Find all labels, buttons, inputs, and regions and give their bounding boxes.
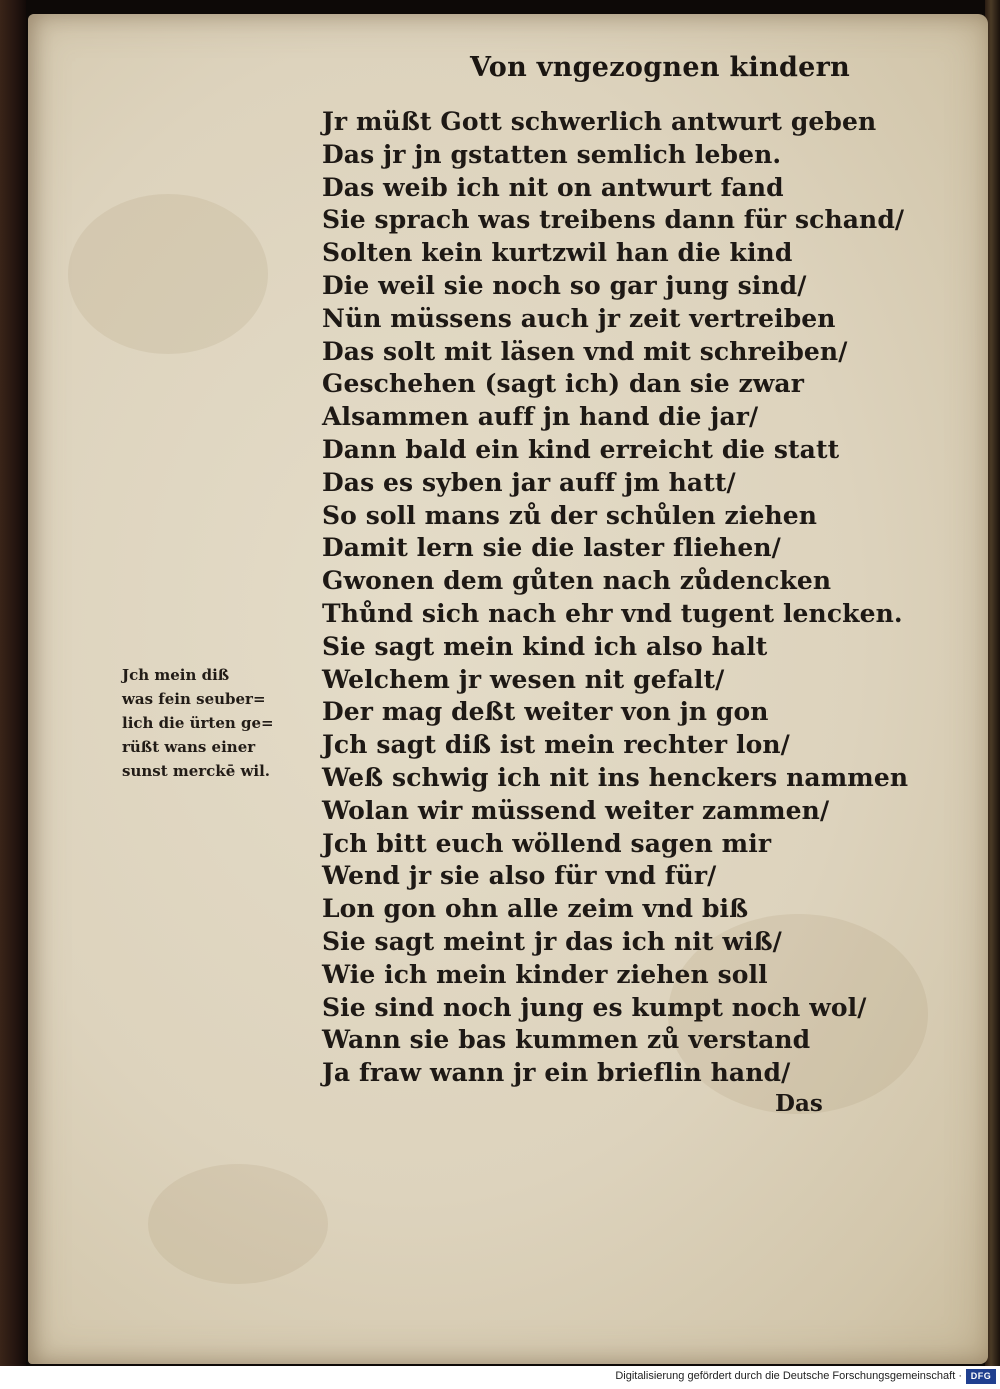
marginal-note-line: lich die ürten ge= (122, 714, 274, 732)
verse-line: Dann bald ein kind erreicht die statt (322, 434, 840, 464)
funding-credit: Digitalisierung gefördert durch die Deutsche Forschungsgemeinschaft · (615, 1370, 962, 1382)
marginal-note-line: sunst merckē wil. (122, 762, 270, 780)
verse-line: So soll mans zů der schůlen ziehen (322, 500, 818, 530)
marginal-note-line: was fein seuber= (122, 690, 266, 708)
verse-line: Alsammen auff jn hand die jar/ (322, 402, 759, 432)
verse-line: Sie sagt meint jr das ich nit wiß/ (322, 926, 782, 956)
marginal-note-line: Jch mein diß (122, 666, 230, 684)
paper-stain (148, 1164, 328, 1284)
catchword: Das (775, 1090, 823, 1117)
verse-line: Solten kein kurtzwil han die kind (322, 238, 793, 268)
marginal-note (122, 663, 302, 783)
verse-line: Wend jr sie also für vnd für/ (322, 861, 717, 891)
verse-line: Sie sind noch jung es kumpt noch wol/ (322, 992, 867, 1022)
verse-line: Jch sagt diß ist mein rechter lon/ (322, 730, 790, 760)
verse-line: Wann sie bas kummen zů verstand (322, 1025, 811, 1055)
running-head: Von vngezognen kindern (470, 52, 851, 83)
verse-line: Das es syben jar auff jm hatt/ (322, 467, 736, 497)
verse-line: Wie ich mein kinder ziehen soll (322, 959, 768, 989)
marginal-note-line: rüßt wans einer (122, 738, 256, 756)
verse-line: Jr müßt Gott schwerlich antwurt geben (322, 107, 877, 136)
verse-line: Sie sagt mein kind ich also halt (322, 631, 768, 661)
verse-line: Thůnd sich nach ehr vnd tugent lencken. (322, 598, 903, 628)
verse-line: Das jr jn gstatten semlich leben. (322, 139, 782, 169)
verse-line: Jch bitt euch wöllend sagen mir (322, 828, 772, 858)
verse-line: Weß schwig ich nit ins henckers nammen (322, 762, 909, 792)
verse-line: Wolan wir müssend weiter zammen/ (322, 795, 830, 825)
verse-line: Welchem jr wesen nit gefalt/ (322, 664, 725, 694)
book-cover-edge (0, 0, 26, 1366)
verse-line: Der mag deßt weiter von jn gon (322, 697, 769, 727)
verse-line: Gwonen dem gůten nach zůdencken (322, 566, 832, 596)
verse-line: Das solt mit läsen vnd mit schreiben/ (322, 336, 848, 366)
verse-line: Damit lern sie die laster fliehen/ (322, 533, 781, 563)
dfg-logo-icon: DFG (966, 1369, 996, 1384)
verse-line: Die weil sie noch so gar jung sind/ (322, 270, 807, 300)
paper-stain (68, 194, 268, 354)
verse-text (322, 106, 909, 1090)
verse-line: Geschehen (sagt ich) dan sie zwar (322, 369, 804, 399)
verse-line: Lon gon ohn alle zeim vnd biß (322, 894, 749, 924)
verse-line: Nün müssens auch jr zeit vertreiben (322, 303, 836, 333)
verse-line: Sie sprach was treibens dann für schand/ (322, 205, 905, 235)
verse-line: Das weib ich nit on antwurt fand (322, 172, 784, 202)
verse-line: Ja fraw wann jr ein brieflin hand/ (322, 1058, 791, 1088)
